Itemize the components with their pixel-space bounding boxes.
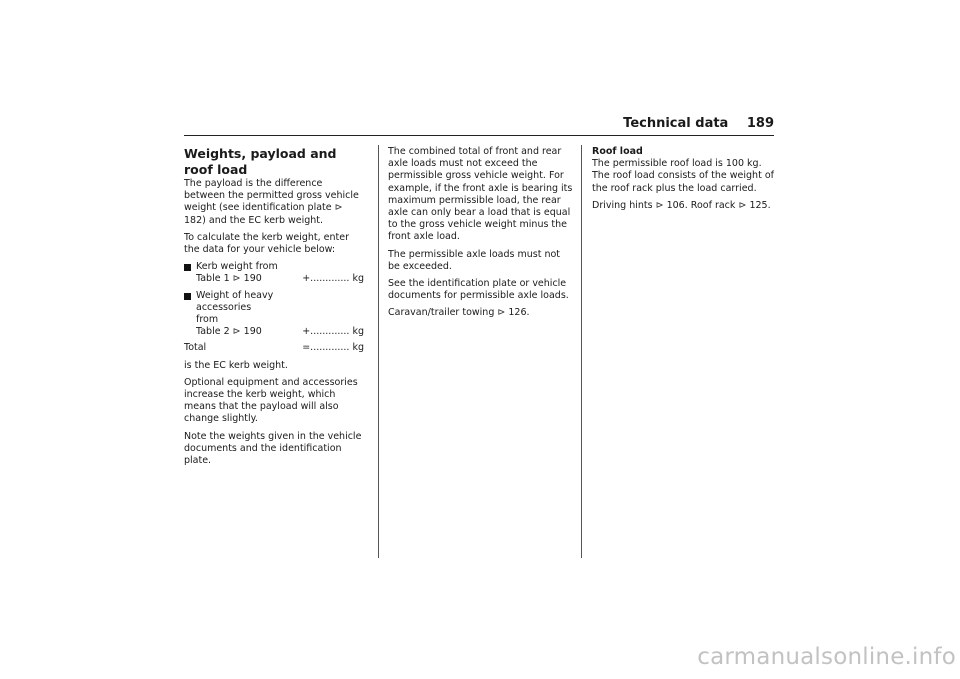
paragraph: The permissible roof load is 100 kg. The roof load consists of the weight of the roof rack plus the load carried. [592, 158, 774, 194]
page-reference[interactable]: 126. [508, 307, 530, 319]
paragraph: The permissible axle loads must not be exceeded. [388, 248, 561, 272]
total-row: Total =............. kg [184, 342, 364, 354]
arrow-ref-icon: ⊳ [497, 307, 506, 319]
paragraph: Driving hints ⊳ 106. Roof rack ⊳ 125. [592, 199, 771, 211]
column-divider [581, 145, 582, 558]
arrow-ref-icon: ⊳ [232, 273, 241, 285]
paragraph: The combined total of front and rear axle loads must not exceed the permissible gross vehicle weight. For example, if the front axle is bearing its maximum permissible load, the rear axle can only bear a load that is equal to the gross vehicle weight minus the front axle load. [388, 146, 573, 243]
list-item: Weight of heavy accessories from Table 2 ⊳ 190 +............. kg [184, 290, 364, 339]
subsection-heading: Roof load [592, 146, 643, 157]
list-item: Kerb weight from Table 1 ⊳ 190 +............. kg [184, 261, 364, 285]
kerb-weight-value: +............. kg [302, 273, 364, 285]
arrow-ref-icon: ⊳ [655, 199, 664, 211]
bullet-square-icon [184, 293, 191, 300]
page-reference[interactable]: 190 [243, 326, 262, 338]
page-reference[interactable]: 125. [749, 199, 771, 211]
arrow-ref-icon: ⊳ [738, 199, 747, 211]
accessories-weight-value: +............. kg [302, 326, 364, 338]
section-heading: Weights, payload and roof load [184, 146, 337, 177]
paragraph: See the identification plate or vehicle documents for permissible axle loads. [388, 278, 569, 302]
page-reference[interactable]: 182 [184, 214, 203, 226]
paragraph: Note the weights given in the vehicle documents and the identification plate. [184, 430, 362, 467]
column-left [184, 146, 364, 472]
paragraph: The payload is the difference between the permitted gross vehicle weight (see identification plate ⊳ 182) and the EC kerb weight. [184, 178, 359, 226]
section-title: Technical data [623, 116, 729, 131]
arrow-ref-icon: ⊳ [232, 326, 241, 338]
bullet-square-icon [184, 264, 191, 271]
paragraph: Optional equipment and accessories increase the kerb weight, which means that the payload will also change slightly. [184, 376, 358, 425]
arrow-ref-icon: ⊳ [334, 202, 343, 214]
column-divider [378, 145, 379, 558]
column-right [592, 146, 777, 217]
paragraph: Caravan/trailer towing ⊳ 126. [388, 307, 530, 319]
paragraph: is the EC kerb weight. [184, 359, 288, 371]
watermark: carmanualsonline.info [697, 644, 956, 670]
header-rule [184, 135, 774, 136]
page-reference[interactable]: 190 [243, 273, 262, 285]
page-number: 189 [746, 116, 774, 131]
page-reference[interactable]: 106. [666, 199, 688, 211]
page-header [623, 116, 774, 131]
paragraph: To calculate the kerb weight, enter the data for your vehicle below: [184, 231, 349, 256]
total-value: =............. kg [302, 342, 364, 354]
column-middle [388, 146, 573, 325]
